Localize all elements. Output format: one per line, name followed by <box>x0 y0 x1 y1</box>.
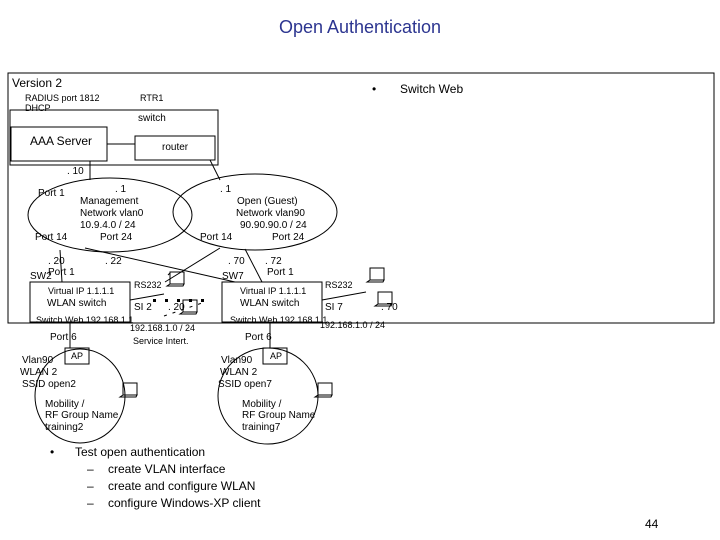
right-port24-label: Port 24 <box>272 232 305 243</box>
sw2-mobility-label: Mobility / <box>45 399 85 410</box>
left-gateway-ip: . 1 <box>115 184 127 195</box>
sw7-switch-web-label: Switch Web 192.168.1.1 <box>230 315 328 325</box>
sw7-console-cable <box>322 292 366 300</box>
version-label: Version 2 <box>12 76 63 90</box>
sw2-rs232-label: RS232 <box>134 280 162 290</box>
sw2-vlan90-label: Vlan90 <box>22 355 54 366</box>
task-sub-item <box>50 461 226 478</box>
left-port14-label: Port 14 <box>35 232 68 243</box>
sw7-si-label: SI 7 <box>325 302 343 313</box>
sw2-training-label: training2 <box>45 422 84 433</box>
sw7-name: SW7 <box>222 271 244 282</box>
sw7-ip-70: . 70 <box>228 256 245 267</box>
sw2-service-subnet: 192.168.1.0 / 24 <box>130 323 196 333</box>
sw2-ap-label: AP <box>71 351 84 361</box>
sw7-ap-label: AP <box>270 351 283 361</box>
task-sub-item <box>50 478 256 495</box>
management-label: Management <box>80 196 139 207</box>
dash-marker: – <box>87 479 94 493</box>
sw2-ssid-label: SSID open2 <box>22 379 76 390</box>
laptop-icon <box>167 272 184 286</box>
task-main-item <box>50 444 206 461</box>
left-port24-label: Port 24 <box>100 232 133 243</box>
dhcp-label: DHCP <box>25 103 51 113</box>
sw2-wlan-switch-label: WLAN switch <box>47 298 107 309</box>
dash-marker: – <box>87 462 94 476</box>
sw7-mobility-label: Mobility / <box>242 399 282 410</box>
sw7-uplink-right <box>245 249 262 282</box>
laptop-icon <box>120 383 137 397</box>
sw2-service-ip: . 20 <box>168 302 185 313</box>
right-subnet-label: 90.90.90.0 / 24 <box>240 220 307 231</box>
page-number: 44 <box>645 517 659 531</box>
sw7-rf-group-label: RF Group Name <box>242 410 316 421</box>
task-list <box>50 444 261 512</box>
sw2-console-cable <box>130 294 164 300</box>
bullet-marker: • <box>372 82 377 96</box>
sw7-port6-label: Port 6 <box>245 332 272 343</box>
switch-label: switch <box>138 113 166 124</box>
sw2-si-label: SI 2 <box>134 302 152 313</box>
sw7-service-ip: . 70 <box>381 302 398 313</box>
sw7-training-label: training7 <box>242 422 281 433</box>
left-vlan-label: Network vlan0 <box>80 208 144 219</box>
sw7-wlan2-label: WLAN 2 <box>220 367 258 378</box>
open-guest-label: Open (Guest) <box>237 196 298 207</box>
sw2-wlan2-label: WLAN 2 <box>20 367 58 378</box>
sw7-port1-label: Port 1 <box>267 267 294 278</box>
dash-marker: – <box>87 496 94 510</box>
service-port-dot <box>201 299 204 302</box>
right-port14-label: Port 14 <box>200 232 233 243</box>
sw2-switch-web-label: Switch Web 192.168.1.1 <box>36 315 134 325</box>
right-gateway-ip: . 1 <box>220 184 232 195</box>
sw7-rs232-label: RS232 <box>325 280 353 290</box>
task-sub-text: create VLAN interface <box>108 462 226 476</box>
laptop-icon <box>315 383 332 397</box>
sw7-virtual-ip: Virtual IP 1.1.1.1 <box>240 286 307 296</box>
right-vlan-label: Network vlan90 <box>236 208 305 219</box>
sw2-ip-20: . 20 <box>48 256 65 267</box>
sw2-virtual-ip: Virtual IP 1.1.1.1 <box>48 286 115 296</box>
service-port-dot <box>153 299 156 302</box>
sw7-ssid-label: SSID open7 <box>218 379 272 390</box>
sw7-vlan90-label: Vlan90 <box>221 355 253 366</box>
rtr1-label: RTR1 <box>140 93 164 103</box>
slide-title: Open Authentication <box>278 17 442 37</box>
sw7-service-subnet: 192.168.1.0 / 24 <box>320 320 386 330</box>
task-sub-text: configure Windows-XP client <box>108 496 261 510</box>
sw2-service-label: Service Intert. <box>133 336 189 346</box>
aaa-server-label: AAA Server <box>30 134 93 148</box>
sw7-ip-72: . 72 <box>265 256 282 267</box>
left-subnet-label: 10.9.4.0 / 24 <box>80 220 136 231</box>
router-label: router <box>162 142 189 153</box>
sw2-rf-group-label: RF Group Name <box>45 410 119 421</box>
sw2-name: SW2 <box>30 271 52 282</box>
sw7-wlan-switch-label: WLAN switch <box>240 298 300 309</box>
sw2-port1-label: Port 1 <box>48 267 75 278</box>
sw2-ip-22: . 22 <box>105 256 122 267</box>
task-main-text: Test open authentication <box>75 445 206 459</box>
switch-web-heading: Switch Web <box>400 82 464 96</box>
sw2-port6-label: Port 6 <box>50 332 77 343</box>
left-port1-label: Port 1 <box>38 188 65 199</box>
task-sub-text: create and configure WLAN <box>108 479 256 493</box>
radius-label: RADIUS port 1812 <box>25 93 100 103</box>
task-sub-item <box>50 495 261 512</box>
laptop-icon <box>367 268 384 282</box>
bullet-marker: • <box>50 445 55 459</box>
aaa-ip-label: . 10 <box>67 166 84 177</box>
